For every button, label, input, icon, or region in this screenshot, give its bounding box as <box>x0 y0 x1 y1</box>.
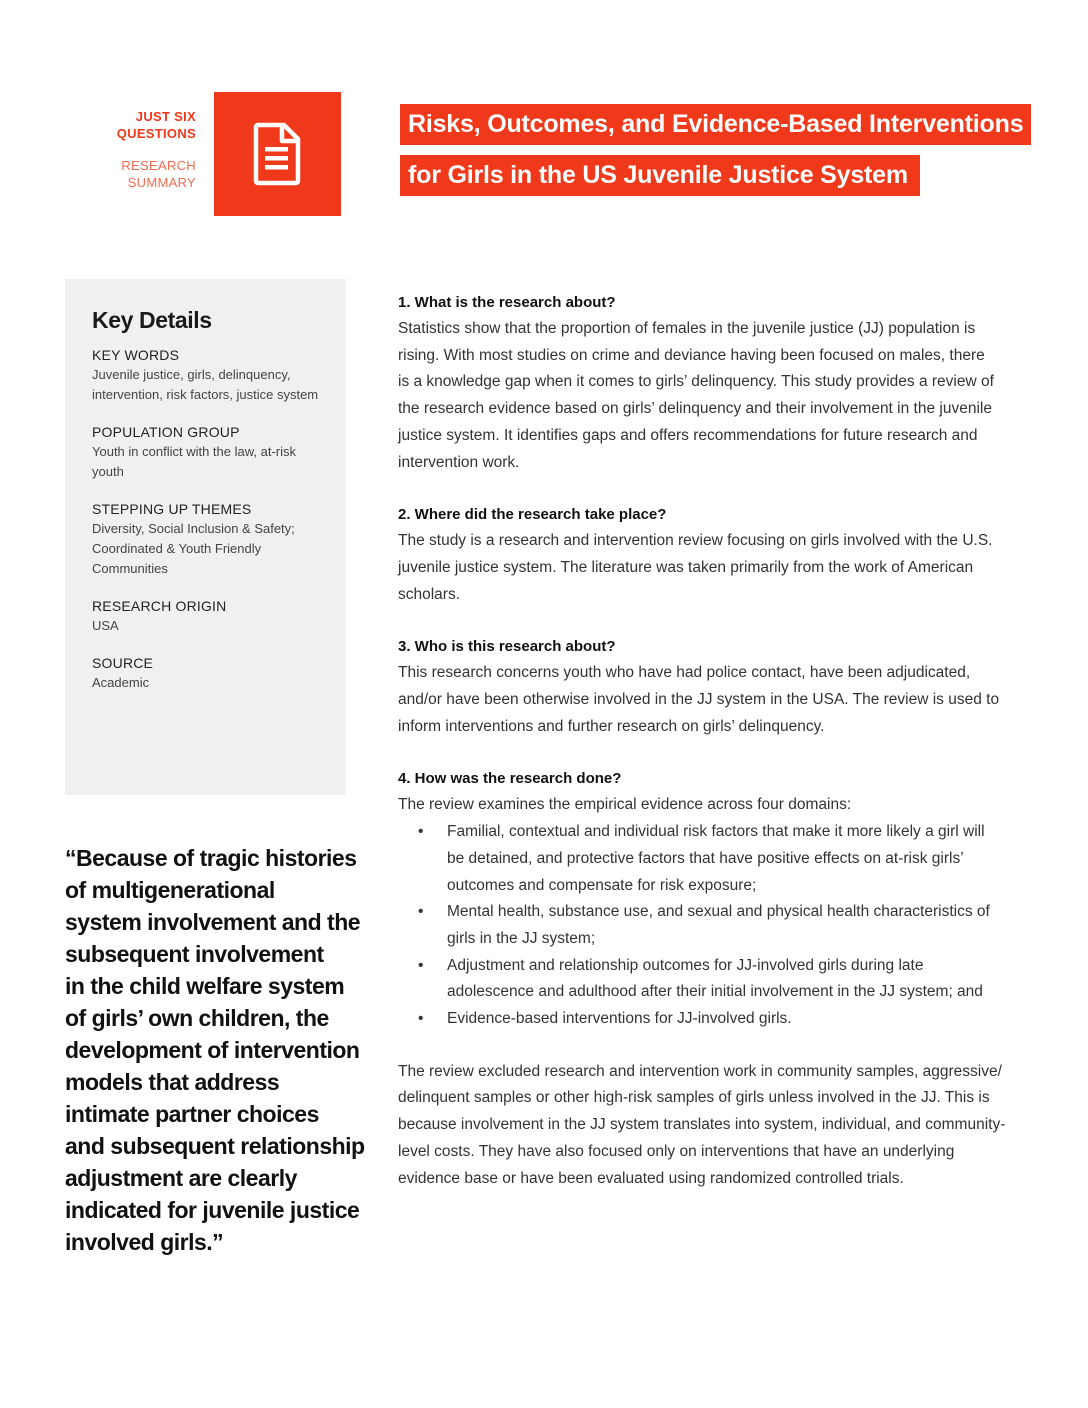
bullet-line: girls in the JJ system; <box>447 929 596 947</box>
body-line: intervention work. <box>398 453 520 471</box>
quote-line: involved girls.” <box>65 1229 224 1255</box>
body-line: delinquent samples or other high-risk samples of girls unless involved in the JJ. This is <box>398 1089 990 1107</box>
key-detail-themes <box>92 500 346 579</box>
key-detail-population <box>92 423 346 482</box>
brand-title <box>92 108 196 142</box>
quote-line: of multigenerational <box>65 877 275 903</box>
key-detail-value: Youth in conflict with the law, at-risk youth <box>92 444 297 479</box>
section-research-location <box>398 502 1008 608</box>
body-line: and/or have been otherwise involved in the JJ system in the USA. The review is used to <box>398 691 1000 709</box>
quote-line: subsequent involvement <box>65 941 324 967</box>
key-detail-value: Diversity, Social Inclusion & Safety; Coordinated & Youth Friendly Communities <box>92 521 295 576</box>
section-heading: 2. Where did the research take place? <box>398 506 667 524</box>
bullet-line: • Adjustment and relationship outcomes for JJ-involved girls during late <box>447 956 924 974</box>
body-line: scholars. <box>398 585 461 603</box>
key-detail-label: POPULATION GROUP <box>92 424 240 440</box>
section-heading: 1. What is the research about? <box>398 294 616 311</box>
quote-line: in the child welfare system <box>65 973 345 999</box>
brand-block <box>92 108 196 191</box>
brand-line-3: RESEARCH <box>121 158 196 173</box>
bullet-line: outcomes and compensate for risk exposure; <box>447 876 757 894</box>
section-body <box>398 660 1008 740</box>
quote-line: intimate partner choices <box>65 1101 319 1127</box>
list-item <box>398 899 1008 952</box>
section-research-method <box>398 766 1008 1192</box>
quote-line: “Because of tragic histories <box>65 845 357 871</box>
bullet-line: adolescence and adulthood after their initial involvement in the JJ system; and <box>447 983 983 1001</box>
body-line: the research evidence based on girls’ delinquency and their involvement in the juvenile <box>398 400 992 418</box>
quote-line: system involvement and the <box>65 909 361 935</box>
section-body <box>398 316 1008 476</box>
main-content <box>398 290 1008 1218</box>
body-line: juvenile justice system. The literature was taken primarily from the work of American <box>398 558 974 576</box>
section-closing <box>398 1059 1008 1193</box>
section-heading: 4. How was the research done? <box>398 770 622 788</box>
body-line: rising. With most studies on crime and deviance having been focused on males, there <box>398 346 985 364</box>
key-detail-origin <box>92 597 346 636</box>
key-detail-keywords <box>92 346 346 405</box>
bullet-line: • Evidence-based interventions for JJ-involved girls. <box>447 1010 792 1028</box>
key-detail-source <box>92 654 346 693</box>
section-intro <box>398 792 1008 819</box>
quote-line: development of intervention <box>65 1037 360 1063</box>
title-block <box>400 104 1031 196</box>
section-body <box>398 528 1008 608</box>
key-detail-label: STEPPING UP THEMES <box>92 501 252 517</box>
quote-line: and subsequent relationship <box>65 1133 365 1159</box>
title-line-1: Risks, Outcomes, and Evidence-Based Interventions <box>400 104 1031 145</box>
key-detail-label: KEY WORDS <box>92 347 180 363</box>
logo-box <box>214 92 341 216</box>
body-line: level costs. They have also focused only on interventions that have an underlying <box>398 1142 955 1160</box>
title-line-2: for Girls in the US Juvenile Justice System <box>400 155 920 196</box>
list-item <box>398 1006 1008 1033</box>
brand-line-1: JUST SIX <box>135 109 196 124</box>
quote-line: models that address <box>65 1069 280 1095</box>
bullet-line: • Familial, contextual and individual risk factors that make it more likely a girl will <box>447 823 985 841</box>
list-item <box>398 953 1008 1006</box>
brand-subtitle <box>92 157 196 191</box>
body-line: This research concerns youth who have had police contact, have been adjudicated, <box>398 664 971 682</box>
bullet-line: • Mental health, substance use, and sexual and physical health characteristics of <box>447 903 990 921</box>
quote-line: adjustment are clearly <box>65 1165 297 1191</box>
bullet-line: be detained, and protective factors that have positive effects on at-risk girls’ <box>447 849 964 867</box>
body-line: is a knowledge gap when it comes to girls’ delinquency. This study provides a review of <box>398 373 994 391</box>
brand-line-2: QUESTIONS <box>116 126 196 141</box>
document-icon <box>253 122 303 186</box>
key-detail-label: SOURCE <box>92 655 154 671</box>
list-item <box>398 819 1008 899</box>
key-detail-value: USA <box>92 618 119 633</box>
body-line: The review examines the empirical evidence across four domains: <box>398 796 852 814</box>
body-line: inform interventions and further research on girls’ delinquency. <box>398 717 825 735</box>
body-line: evidence base or have been evaluated using randomized controlled trials. <box>398 1169 904 1187</box>
body-line: Statistics show that the proportion of females in the juvenile justice (JJ) population is <box>398 320 976 337</box>
quote-line: of girls’ own children, the <box>65 1005 329 1031</box>
key-details-heading: Key Details <box>92 307 212 333</box>
body-line: The review excluded research and intervention work in community samples, aggressive/ <box>398 1062 1002 1080</box>
quote-line: indicated for juvenile justice <box>65 1197 360 1223</box>
body-line: because involvement in the JJ system translates into system, individual, and community- <box>398 1116 1006 1134</box>
key-detail-value: Academic <box>92 675 150 690</box>
brand-line-4: SUMMARY <box>127 175 196 190</box>
body-line: The study is a research and intervention review focusing on girls involved with the U.S. <box>398 532 993 550</box>
key-detail-label: RESEARCH ORIGIN <box>92 598 227 614</box>
key-detail-value: Juvenile justice, girls, delinquency, intervention, risk factors, justice system <box>92 367 319 402</box>
body-line: justice system. It identifies gaps and offers recommendations for future research and <box>398 426 978 444</box>
section-research-about <box>398 290 1008 476</box>
key-details-panel <box>65 279 346 795</box>
domain-list <box>398 819 1008 1033</box>
section-research-subjects <box>398 634 1008 740</box>
pull-quote <box>65 842 365 1258</box>
section-heading: 3. Who is this research about? <box>398 638 616 656</box>
